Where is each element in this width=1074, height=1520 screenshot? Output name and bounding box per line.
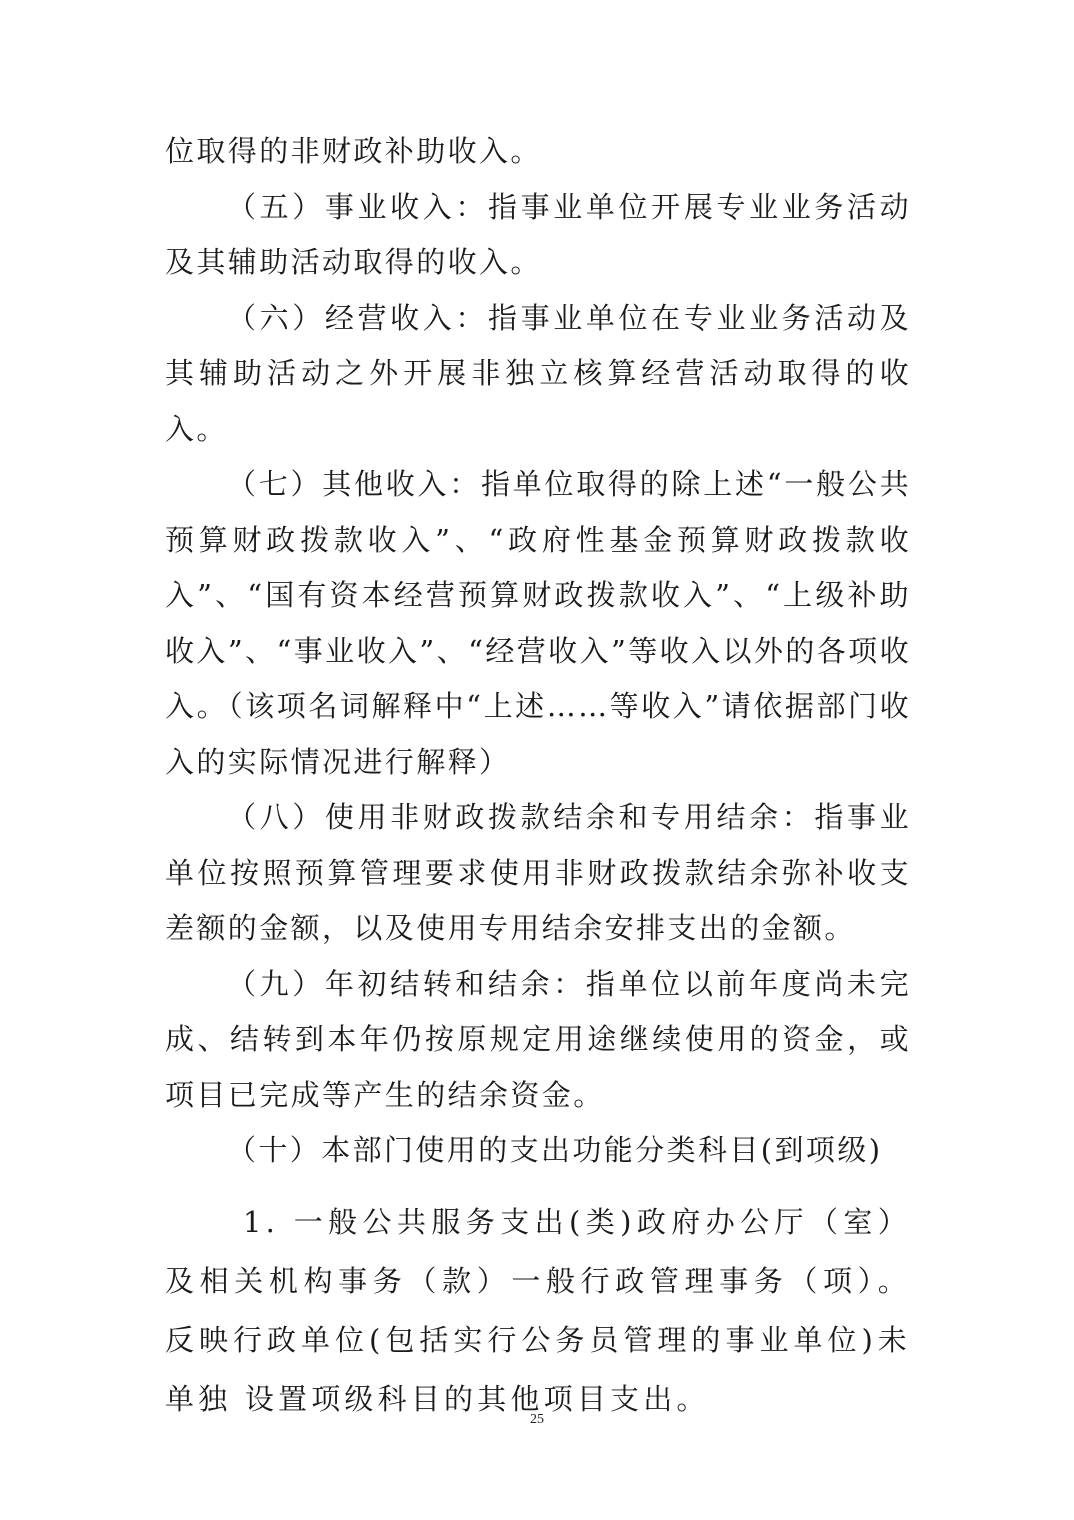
paragraph-operating-income: （六）经营收入：指事业单位在专业业务活动及其辅助活动之外开展非独立核算经营活动取得的收入。 (165, 300, 911, 446)
page-number: 25 (530, 1412, 544, 1427)
paragraph-expenditure-classification: （十）本部门使用的支出功能分类科目(到项级) (227, 1133, 883, 1167)
paragraph-other-income: （七）其他收入：指单位取得的除上述“一般公共预算财政拨款收入”、“政府性基金预算财政拨款收入”、“国有资本经营预算财政拨款收入”、“上级补助收入”、“事业收入”、“经营收入”等收入以外的各项收入。（该项名词解释中“上述……等收入”请依据部门收入的实际情况进行解释） (165, 467, 911, 779)
document-body (165, 124, 911, 1429)
paragraph-general-public-services: 1. 一般公共服务支出(类)政府办公厅（室）及相关机构事务（款）一般行政管理事务（项）。反映行政单位(包括实行公务员管理的事业单位)未单独 设置项级科目的其他项目支出。 (165, 1204, 911, 1416)
paragraph-use-of-surplus: （八）使用非财政拨款结余和专用结余：指事业单位按照预算管理要求使用非财政拨款结余弥补收支差额的金额，以及使用专用结余安排支出的金额。 (165, 800, 911, 945)
paragraph-continuation: 位取得的非财政补助收入。 (165, 134, 542, 168)
paragraph-carryover: （九）年初结转和结余：指单位以前年度尚未完成、结转到本年仍按原规定用途继续使用的资金，或项目已完成等产生的结余资金。 (165, 966, 911, 1112)
paragraph-business-income: （五）事业收入：指事业单位开展专业业务活动及其辅助活动取得的收入。 (165, 189, 911, 279)
